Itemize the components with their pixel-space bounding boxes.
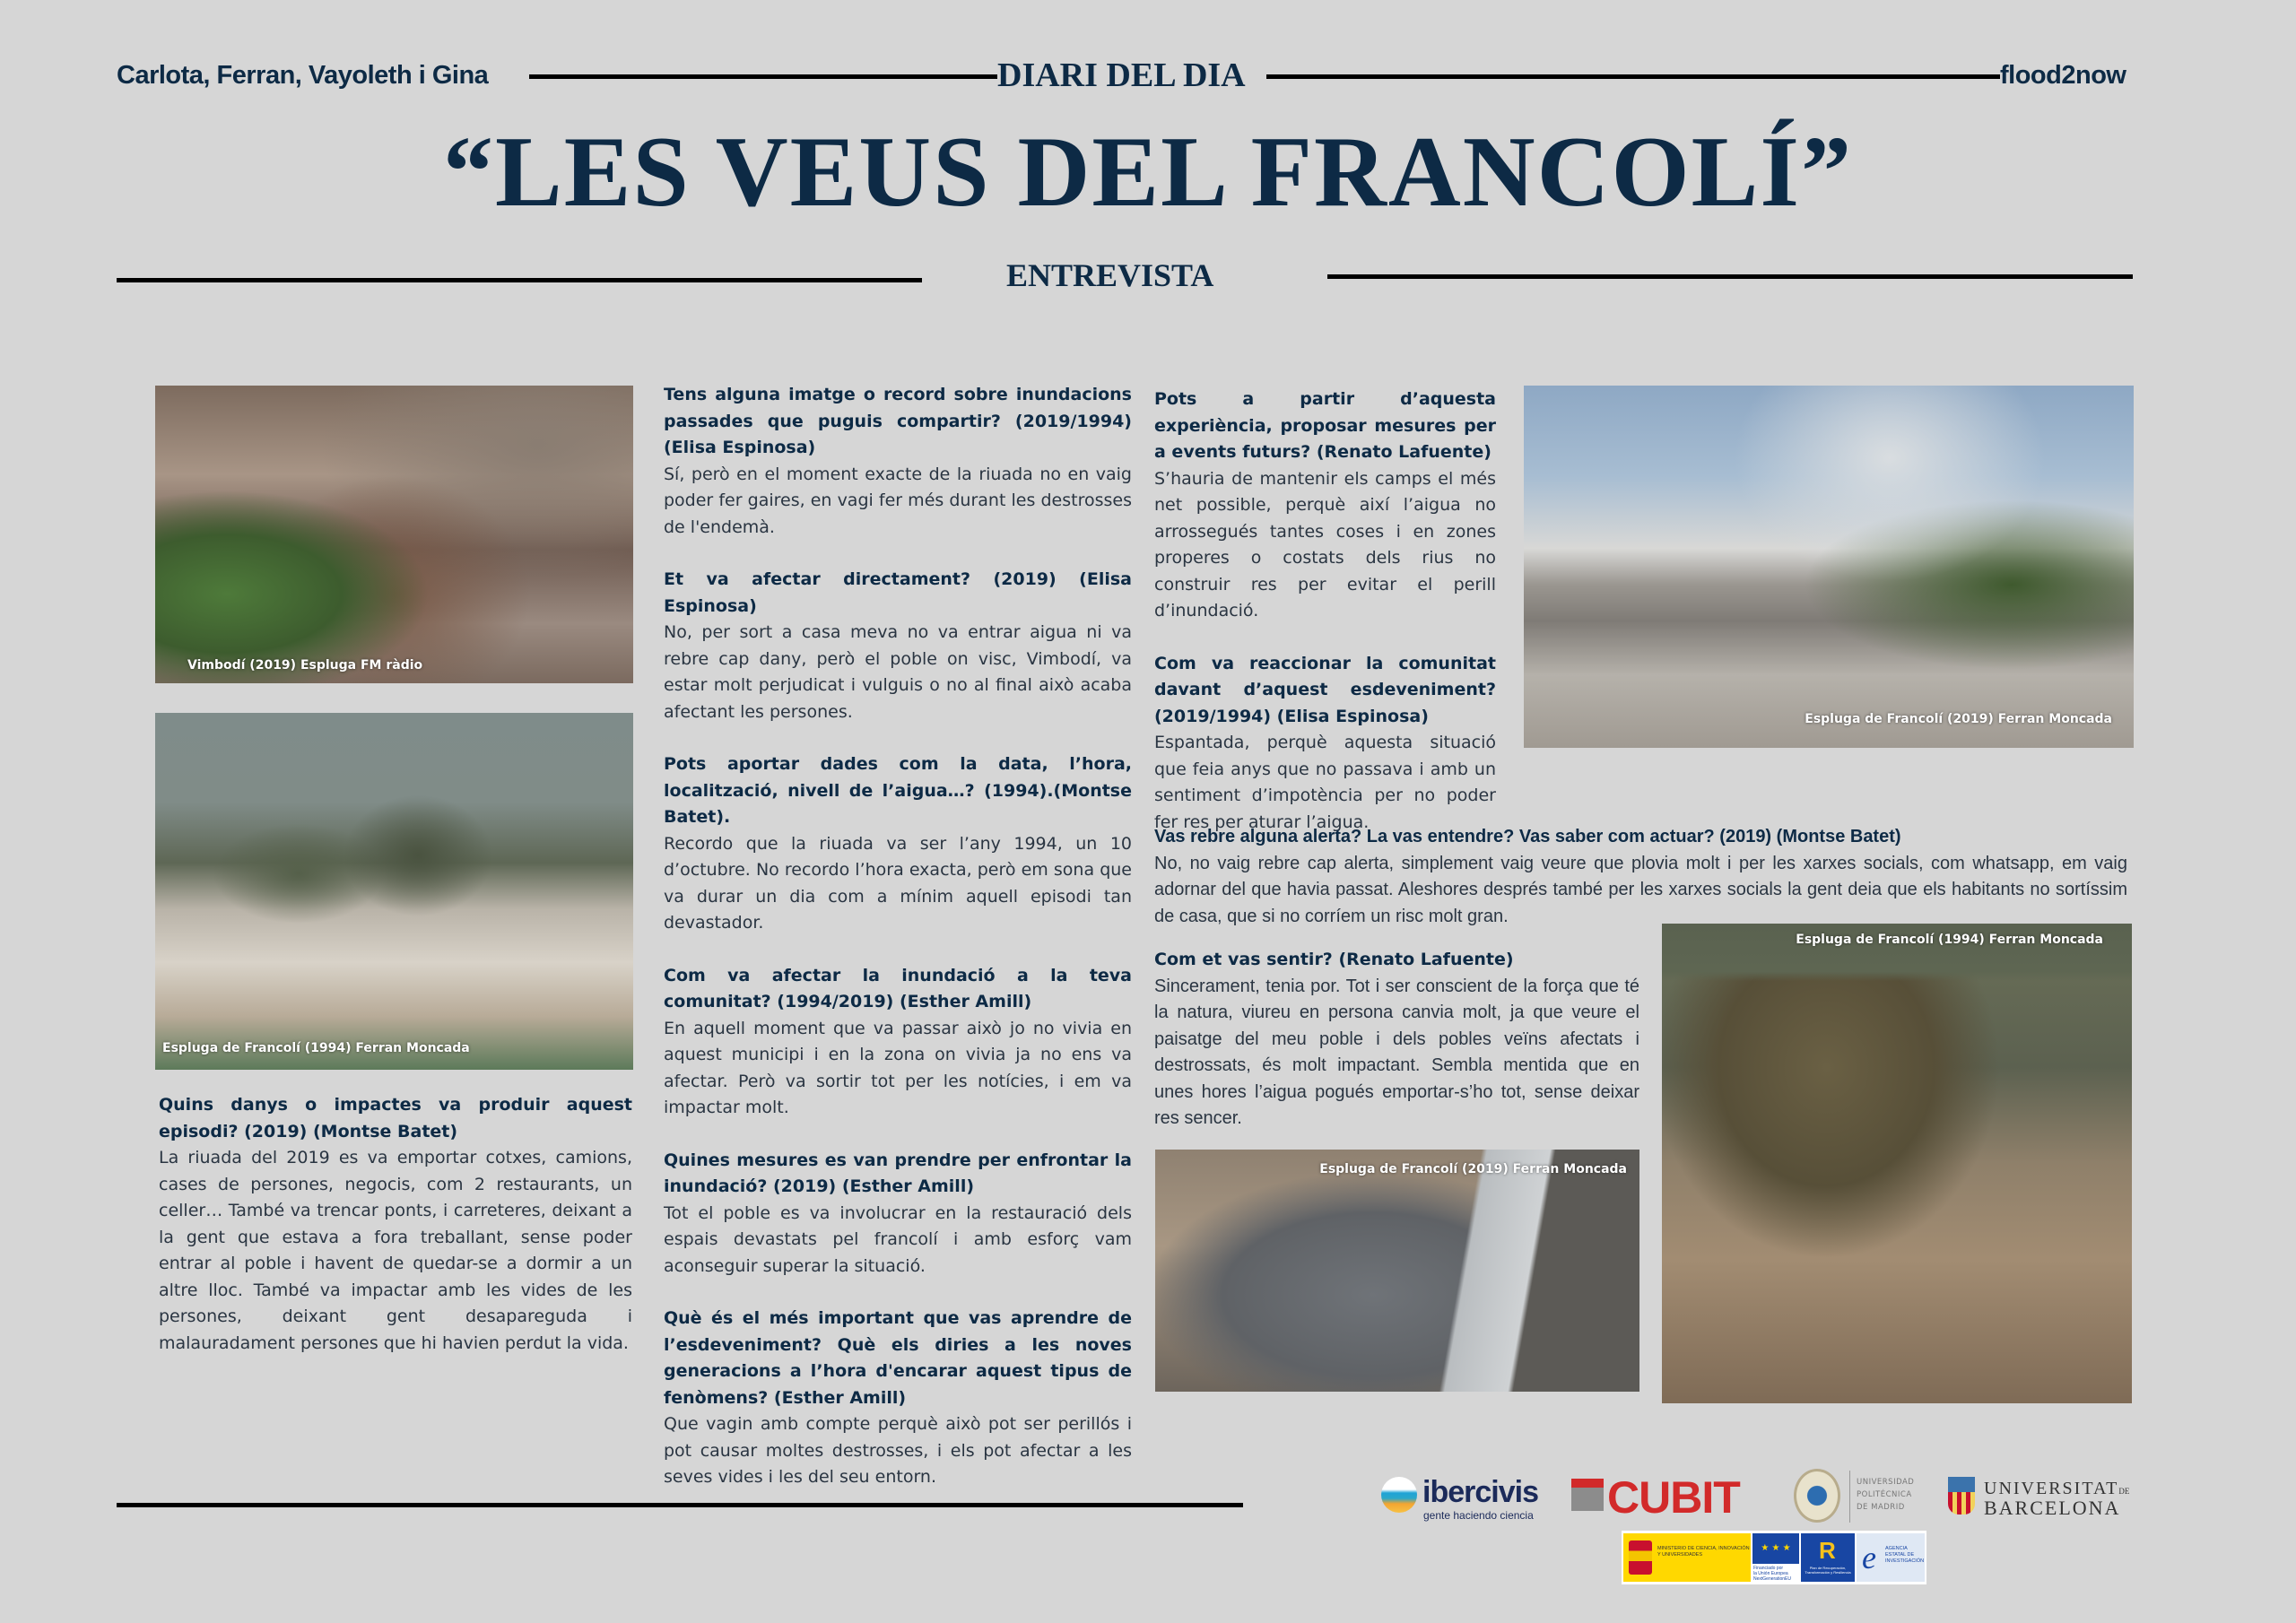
ub-line-2: BARCELONA [1984,1497,2121,1519]
interview-answer: Sincerament, tenia por. Tot i ser conscient de la força que té la natura, viureu en persona canvia molt, ja que veure el paisatge del meu poble i dels pobles veïns afectats i destrossats, és molt impactant. Sembla mentida que en unes hores l’aigua pogués emportar-s’ho tot, sense deixar res sencer. [1154,976,1639,1128]
section-label: ENTREVISTA [1006,257,1214,293]
upm-line-1: UNIVERSIDAD [1857,1478,1915,1487]
eu-line-3: NextGenerationEU [1753,1576,1791,1582]
upm-seal-icon [1794,1469,1840,1523]
page-title: “LES VEUS DEL FRANCOLÍ” [443,117,1853,228]
ibercivis-logo [1381,1475,1547,1522]
interview-question: Vas rebre alguna alerta? La vas entendre? Vas saber com actuar? (2019) (Montse Batet) [1154,827,1901,846]
qa-block [664,963,1132,1122]
interview-column-3-bottom [1154,947,1639,1133]
photo-espluga-2019-town [1524,386,2134,748]
interview-answer: S’hauria de mantenir els camps el més net possible, perquè així l’aigua no arrossegués tantes coses i en zones properes o costats dels rius no construir res per evitar el perill d’inundació. [1154,468,1496,621]
interview-column-2 [664,382,1132,1517]
brand-flood2now: flood2now [2000,61,2126,90]
qa-block [664,751,1132,937]
eu-text [1753,1566,1791,1582]
section-rule-right [1327,274,2133,279]
kicker-diari-del-dia: DIARI DEL DIA [997,56,1246,94]
photo-caption: Espluga de Francolí (2019) Ferran Moncada [1805,712,2112,726]
section-rule-left [117,278,922,282]
photo-caption: Vimbodí (2019) Espluga FM ràdio [187,658,423,673]
authors-byline: Carlota, Ferran, Vayoleth i Gina [117,61,489,90]
interview-question: Et va afectar directament? (2019) (Elisa Espinosa) [664,569,1132,616]
qa-block [1154,651,1496,837]
header-rule-right [1266,74,2000,79]
interview-wide-block [1154,824,2127,930]
interview-question: Pots a partir d’aquesta experiència, proposar mesures per a events futurs? (Renato Lafuente) [1154,389,1496,462]
upm-line-3: DE MADRID [1857,1503,1905,1512]
upm-divider [1849,1471,1850,1523]
eu-line-2: la Unión Europea [1753,1571,1788,1576]
interview-answer: Tot el poble es va involucrar en la restauració dels espais devastats pel francolí i amb esforç vam aconseguir superar la situació. [664,1202,1132,1276]
aei-e-icon: e [1862,1540,1876,1575]
spain-crest-icon [1629,1541,1652,1575]
interview-answer: Espantada, perquè aquesta situació que feia anys que no passava i amb un sentiment d’impotència per no poder fer res per aturar l’aigua. [1154,733,1496,832]
cubit-name: CUBIT [1607,1472,1740,1523]
eu-logo [1752,1533,1799,1582]
interview-question: Quins danys o impactes va produir aquest episodi? (2019) (Montse Batet) [159,1095,632,1141]
photo-espluga-2019-riverbed [1155,1150,1639,1392]
qa-block [664,1306,1132,1491]
photo-caption: Espluga de Francolí (1994) Ferran Moncada [162,1041,470,1055]
upm-logo [1794,1469,1928,1524]
interview-question: Tens alguna imatge o record sobre inundacions passades que puguis compartir? (2019/1994) (Elisa Espinosa) [664,385,1132,457]
aei-text: AGENCIA ESTATAL DE INVESTIGACIÓN [1885,1546,1925,1564]
funding-logos-strip [1622,1531,1926,1584]
interview-column-1 [159,1092,632,1383]
upm-text [1857,1476,1914,1514]
prtr-r-icon: R [1819,1537,1836,1564]
photo-caption: Espluga de Francolí (1994) Ferran Moncada [1796,933,2103,947]
qa-block [159,1092,632,1357]
universitat-barcelona-logo [1948,1475,2136,1522]
eu-flag-icon: ★ ★ ★ [1752,1533,1799,1564]
aei-logo [1857,1533,1925,1582]
cubit-mark-icon [1571,1479,1604,1511]
qa-block [664,382,1132,541]
photo-caption: Espluga de Francolí (2019) Ferran Moncada [1319,1162,1627,1176]
interview-answer: Recordo que la riuada va ser l’any 1994, un 10 d’octubre. No recordo l’hora exacta, però em sona que va durar un dia com a mínim aquell episodi tan devastador. [664,833,1132,933]
upm-line-2: POLITÉCNICA [1857,1490,1912,1499]
interview-answer: No, per sort a casa meva no va entrar aigua ni va rebre cap dany, però el poble on visc, Vimbodí, va estar molt perjudicat i vulguis o no al final això acaba afectant les persones. [664,622,1132,722]
interview-question: Com et vas sentir? (Renato Lafuente) [1154,950,1514,969]
footer-rule [117,1503,1243,1507]
qa-block [664,567,1132,725]
interview-question: Com va reaccionar la comunitat davant d’aquest esdeveniment? (2019/1994) (Elisa Espinosa) [1154,653,1496,726]
interview-answer: Sí, però en el moment exacte de la riuada no en vaig poder fer gaires, en vagi fer més durant les destrosses de l'endemà. [664,464,1132,537]
interview-answer: En aquell moment que va passar això jo no vivia en aquest municipi i en la zona on vivia ja no ens va afectar. Però va sortir tot per les notícies, i em va impactar molt. [664,1018,1132,1117]
interview-question: Quines mesures es van prendre per enfrontar la inundació? (2019) (Esther Amill) [664,1150,1132,1196]
interview-question: Com va afectar la inundació a la teva comunitat? (1994/2019) (Esther Amill) [664,965,1132,1011]
header-rule-left [529,74,997,79]
ministry-text: MINISTERIO DE CIENCIA, INNOVACIÓN Y UNIVERSIDADES [1657,1546,1750,1558]
interview-column-3-top [1154,386,1496,862]
ibercivis-tagline: gente haciendo ciencia [1423,1509,1534,1522]
qa-block [1154,386,1496,625]
cubit-logo [1571,1472,1760,1523]
ub-universitat: UNIVERSITAT [1984,1479,2119,1498]
interview-question: Pots aportar dades com la data, l’hora, localització, nivell de l’aigua…? (1994).(Montse Batet). [664,754,1132,827]
interview-answer: Que vagin amb compte perquè això pot ser perillós i pot causar moltes destrosses, i els pot afectar a les seves vides i les del seu entorn. [664,1414,1132,1487]
ub-shield-icon [1948,1477,1975,1515]
qa-block [1154,824,2127,930]
ministry-logo [1623,1533,1751,1582]
photo-vimbodi-2019 [155,386,633,683]
qa-block [664,1148,1132,1280]
photo-espluga-1994-building [1662,924,2132,1403]
prtr-logo [1801,1533,1855,1582]
interview-question: Què és el més important que vas aprendre de l’esdeveniment? Què els diries a les noves generacions a l’hora d'encarar aquest tipus de fenòmens? (Esther Amill) [664,1308,1132,1408]
interview-answer: La riuada del 2019 es va emportar cotxes, camions, cases de persones, negocis, com 2 restaurants, un celler… També va trencar ponts, i carreteres, deixant a la gent que estava a fora treballant, sense poder entrar al poble i havent de quedar-se a dormir a un altre lloc. També va impactar amb les vides de les persones, deixant gent desapareguda i malauradament persones que hi havien perdut la vida. [159,1148,632,1353]
ub-de: DE [2118,1487,2130,1496]
interview-answer: No, no vaig rebre cap alerta, simplement vaig veure que plovia molt i per les xarxes socials, com whatsapp, em vaig adornar del que havia passat. Aleshores després també per les xarxes socials la gent deia que els habitants no sortíssim de casa, que si no corríem un risc molt gran. [1154,853,2127,926]
ibercivis-wave-icon [1381,1477,1417,1513]
prtr-text: Plan de Recuperación, Transformación y Resiliencia [1805,1566,1851,1575]
photo-espluga-1994-flood [155,713,633,1070]
qa-block [1154,947,1639,1133]
ibercivis-name: ibercivis [1422,1475,1538,1509]
eu-line-1: Financiado por [1753,1566,1784,1571]
